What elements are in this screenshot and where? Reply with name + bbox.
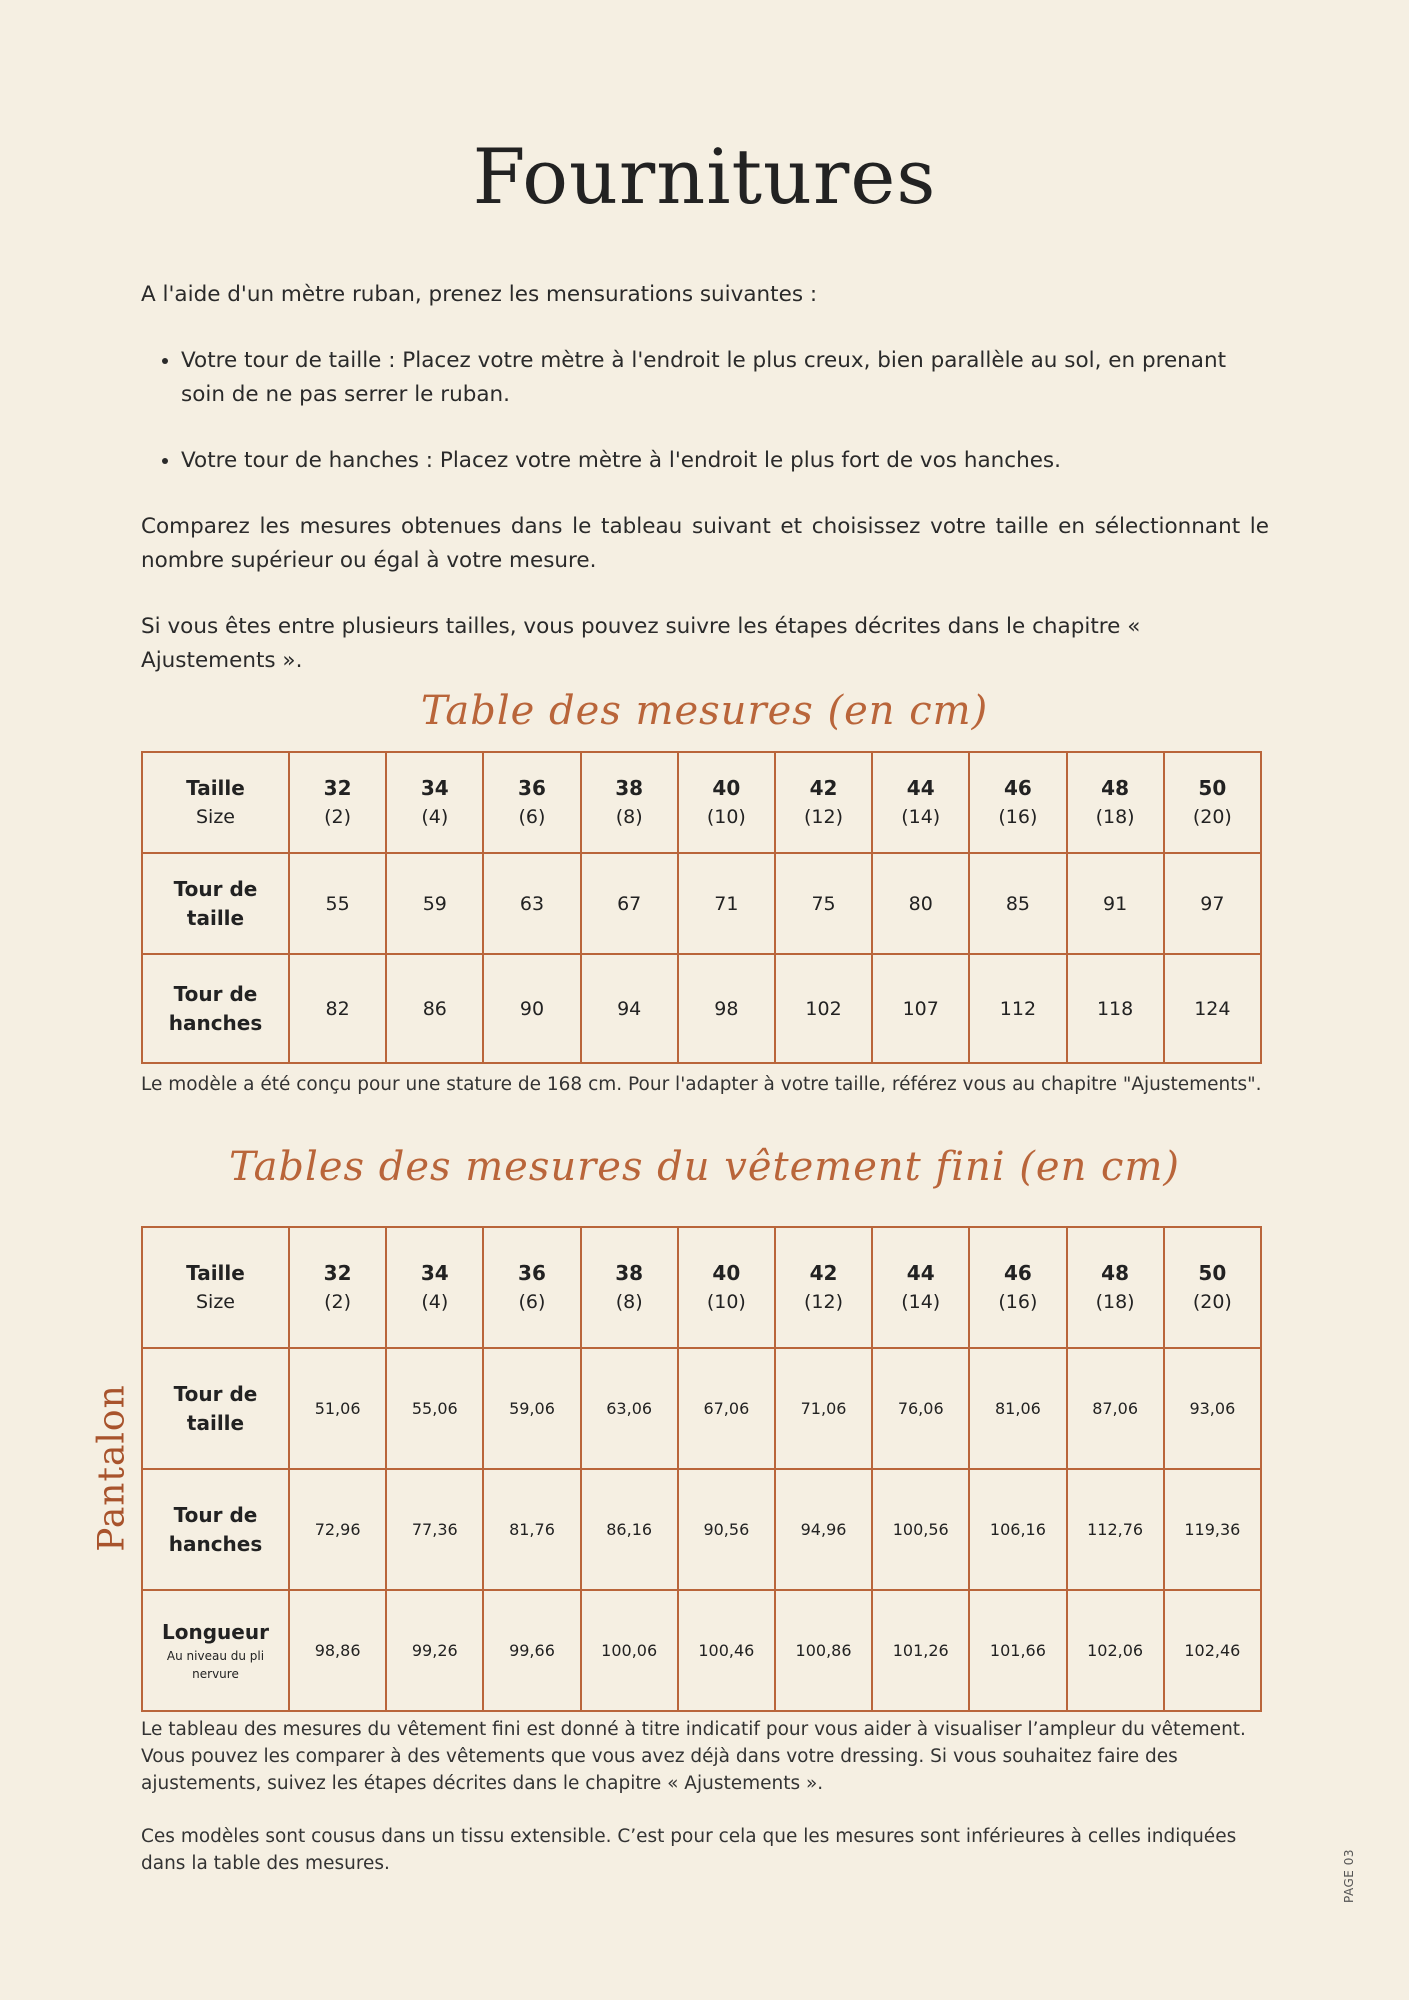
value-cell: 100,86	[775, 1590, 872, 1711]
size-fr: 36	[518, 1260, 546, 1285]
value-cell: 87,06	[1067, 1348, 1164, 1469]
size-col-header	[775, 752, 872, 853]
size-table-heading: Table des mesures (en cm)	[420, 688, 989, 734]
value-cell: 76,06	[872, 1348, 969, 1469]
value-cell: 112	[969, 954, 1066, 1063]
size-us: (4)	[421, 805, 449, 828]
value-cell: 100,46	[678, 1590, 775, 1711]
value-cell: 99,66	[483, 1590, 580, 1711]
value-cell: 85	[969, 853, 1066, 954]
value-cell: 59	[386, 853, 483, 954]
value-cell: 86	[386, 954, 483, 1063]
table-row-waist	[142, 853, 1261, 954]
value-cell: 71	[678, 853, 775, 954]
size-fr: 42	[809, 1260, 838, 1285]
size-fr: 50	[1198, 775, 1227, 800]
intro-section	[141, 278, 1269, 678]
size-fr: 44	[906, 775, 935, 800]
size-col-header	[678, 1227, 775, 1348]
value-cell: 98	[678, 954, 775, 1063]
value-cell: 101,26	[872, 1590, 969, 1711]
value-cell: 90	[483, 954, 580, 1063]
size-fr: 48	[1101, 1260, 1130, 1285]
size-col-header	[289, 752, 386, 853]
value-cell: 101,66	[969, 1590, 1066, 1711]
size-fr: 48	[1101, 775, 1130, 800]
value-cell: 86,16	[581, 1469, 678, 1590]
value-cell: 63,06	[581, 1348, 678, 1469]
size-col-header	[969, 1227, 1066, 1348]
size-fr: 36	[518, 775, 546, 800]
value-cell: 75	[775, 853, 872, 954]
row-sub-label: Au niveau du pli nervure	[166, 1649, 265, 1681]
row-header-cell	[142, 954, 289, 1063]
size-fr: 50	[1198, 1260, 1227, 1285]
value-cell: 82	[289, 954, 386, 1063]
size-label: Taille	[186, 775, 245, 800]
table-header-row	[142, 752, 1261, 853]
stretch-fabric-note: Ces modèles sont cousus dans un tissu extensible. C’est pour cela que les mesures sont inférieures à celles indiquées dans la table des mesures.	[141, 1826, 1237, 1874]
row-label: hanches	[168, 1010, 263, 1035]
size-us: (16)	[998, 805, 1038, 828]
value-cell: 94	[581, 954, 678, 1063]
size-col-header	[581, 1227, 678, 1348]
value-cell: 124	[1164, 954, 1261, 1063]
value-cell: 99,26	[386, 1590, 483, 1711]
row-header-cell	[142, 1469, 289, 1590]
value-cell: 72,96	[289, 1469, 386, 1590]
size-fr: 32	[323, 1260, 352, 1285]
size-us: (14)	[901, 1290, 941, 1313]
size-fr: 38	[615, 1260, 644, 1285]
size-col-header	[483, 1227, 580, 1348]
finished-garment-note: Le tableau des mesures du vêtement fini est donné à titre indicatif pour vous aider à visualiser l’ampleur du vêtement. Vous pouvez les comparer à des vêtements que vous avez déjà dans votre dressing. Si vous souhaitez faire des ajustements, suivez les étapes décrites dans le chapitre « Ajustements ».	[141, 1719, 1246, 1794]
size-us: (8)	[615, 805, 643, 828]
value-cell: 107	[872, 954, 969, 1063]
instruction-list	[141, 344, 1269, 478]
value-cell: 71,06	[775, 1348, 872, 1469]
size-table	[141, 751, 1262, 1064]
size-col-header	[678, 752, 775, 853]
size-us: (12)	[804, 1290, 844, 1313]
value-cell: 97	[1164, 853, 1261, 954]
size-col-header	[775, 1227, 872, 1348]
size-fr: 38	[615, 775, 644, 800]
value-cell: 102	[775, 954, 872, 1063]
size-col-header	[1067, 752, 1164, 853]
size-col-header	[872, 752, 969, 853]
size-us: (16)	[998, 1290, 1038, 1313]
list-item-waist: • Votre tour de taille : Placez votre mètre à l'endroit le plus creux, bien parallèle au sol, en prenant soin de ne pas serrer le ruban.	[181, 344, 1269, 412]
row-label: Tour de	[173, 1381, 258, 1406]
intro-lead: A l'aide d'un mètre ruban, prenez les mensurations suivantes :	[141, 282, 818, 307]
page-number: PAGE 03	[1342, 1849, 1356, 1903]
compare-paragraph: Comparez les mesures obtenues dans le tableau suivant et choisissez votre taille en sélectionnant le nombre supérieur ou égal à votre mesure.	[141, 514, 1269, 573]
size-col-header	[386, 1227, 483, 1348]
size-fr: 40	[712, 775, 741, 800]
value-cell: 91	[1067, 853, 1164, 954]
size-col-header	[289, 1227, 386, 1348]
row-header-cell	[142, 853, 289, 954]
size-fr: 32	[323, 775, 352, 800]
size-fr: 40	[712, 1260, 741, 1285]
value-cell: 80	[872, 853, 969, 954]
size-fr: 42	[809, 775, 838, 800]
row-header-cell	[142, 1590, 289, 1711]
size-fr: 46	[1003, 1260, 1032, 1285]
value-cell: 118	[1067, 954, 1164, 1063]
size-sub-label: Size	[195, 1290, 235, 1313]
size-us: (20)	[1192, 805, 1232, 828]
row-label: hanches	[168, 1531, 263, 1556]
value-cell: 55,06	[386, 1348, 483, 1469]
value-cell: 94,96	[775, 1469, 872, 1590]
size-col-header	[1067, 1227, 1164, 1348]
row-label: Tour de	[173, 876, 258, 901]
size-us: (6)	[518, 1290, 546, 1313]
finished-garment-heading: Tables des mesures du vêtement fini (en cm)	[229, 1144, 1180, 1190]
size-us: (12)	[804, 805, 844, 828]
value-cell: 55	[289, 853, 386, 954]
size-col-header	[969, 752, 1066, 853]
size-us: (18)	[1095, 805, 1135, 828]
value-cell: 81,06	[969, 1348, 1066, 1469]
size-us: (4)	[421, 1290, 449, 1313]
size-col-header	[386, 752, 483, 853]
row-label: Tour de	[173, 1502, 258, 1527]
table-row-hips	[142, 1469, 1261, 1590]
size-us: (14)	[901, 805, 941, 828]
list-item-hips: • Votre tour de hanches : Placez votre mètre à l'endroit le plus fort de vos hanches.	[181, 444, 1269, 478]
size-sub-label: Size	[195, 805, 235, 828]
size-fr: 44	[906, 1260, 935, 1285]
size-col-header	[1164, 1227, 1261, 1348]
size-col-header	[872, 1227, 969, 1348]
value-cell: 93,06	[1164, 1348, 1261, 1469]
size-fr: 46	[1003, 775, 1032, 800]
value-cell: 119,36	[1164, 1469, 1261, 1590]
row-label: Tour de	[173, 981, 258, 1006]
value-cell: 102,46	[1164, 1590, 1261, 1711]
size-header-cell	[142, 1227, 289, 1348]
size-col-header	[1164, 752, 1261, 853]
table-row-hips	[142, 954, 1261, 1063]
row-label: Longueur	[162, 1620, 269, 1644]
value-cell: 102,06	[1067, 1590, 1164, 1711]
value-cell: 100,56	[872, 1469, 969, 1590]
pantalon-side-label: Pantalon	[91, 1384, 133, 1552]
size-us: (2)	[324, 1290, 352, 1313]
size-fr: 34	[420, 1260, 449, 1285]
size-us: (8)	[615, 1290, 643, 1313]
size-col-header	[483, 752, 580, 853]
value-cell: 100,06	[581, 1590, 678, 1711]
finished-garment-table	[141, 1226, 1262, 1712]
size-label: Taille	[186, 1260, 245, 1285]
value-cell: 51,06	[289, 1348, 386, 1469]
value-cell: 90,56	[678, 1469, 775, 1590]
page-title: Fournitures	[472, 132, 937, 221]
value-cell: 112,76	[1067, 1469, 1164, 1590]
value-cell: 106,16	[969, 1469, 1066, 1590]
size-us: (18)	[1095, 1290, 1135, 1313]
row-header-cell	[142, 1348, 289, 1469]
table-row-waist	[142, 1348, 1261, 1469]
value-cell: 81,76	[483, 1469, 580, 1590]
value-cell: 98,86	[289, 1590, 386, 1711]
size-header-cell	[142, 752, 289, 853]
value-cell: 77,36	[386, 1469, 483, 1590]
size-fr: 34	[420, 775, 449, 800]
size-us: (2)	[324, 805, 352, 828]
table-row-length	[142, 1590, 1261, 1711]
size-us: (6)	[518, 805, 546, 828]
table-header-row	[142, 1227, 1261, 1348]
size-us: (20)	[1192, 1290, 1232, 1313]
stature-note: Le modèle a été conçu pour une stature de 168 cm. Pour l'adapter à votre taille, référez vous au chapitre "Ajustements".	[141, 1074, 1262, 1095]
row-label: taille	[186, 1410, 245, 1435]
size-us: (10)	[706, 1290, 746, 1313]
size-us: (10)	[706, 805, 746, 828]
between-sizes-paragraph: Si vous êtes entre plusieurs tailles, vous pouvez suivre les étapes décrites dans le chapitre « Ajustements ».	[141, 614, 1141, 673]
value-cell: 67	[581, 853, 678, 954]
size-col-header	[581, 752, 678, 853]
value-cell: 59,06	[483, 1348, 580, 1469]
value-cell: 67,06	[678, 1348, 775, 1469]
row-label: taille	[186, 905, 245, 930]
value-cell: 63	[483, 853, 580, 954]
